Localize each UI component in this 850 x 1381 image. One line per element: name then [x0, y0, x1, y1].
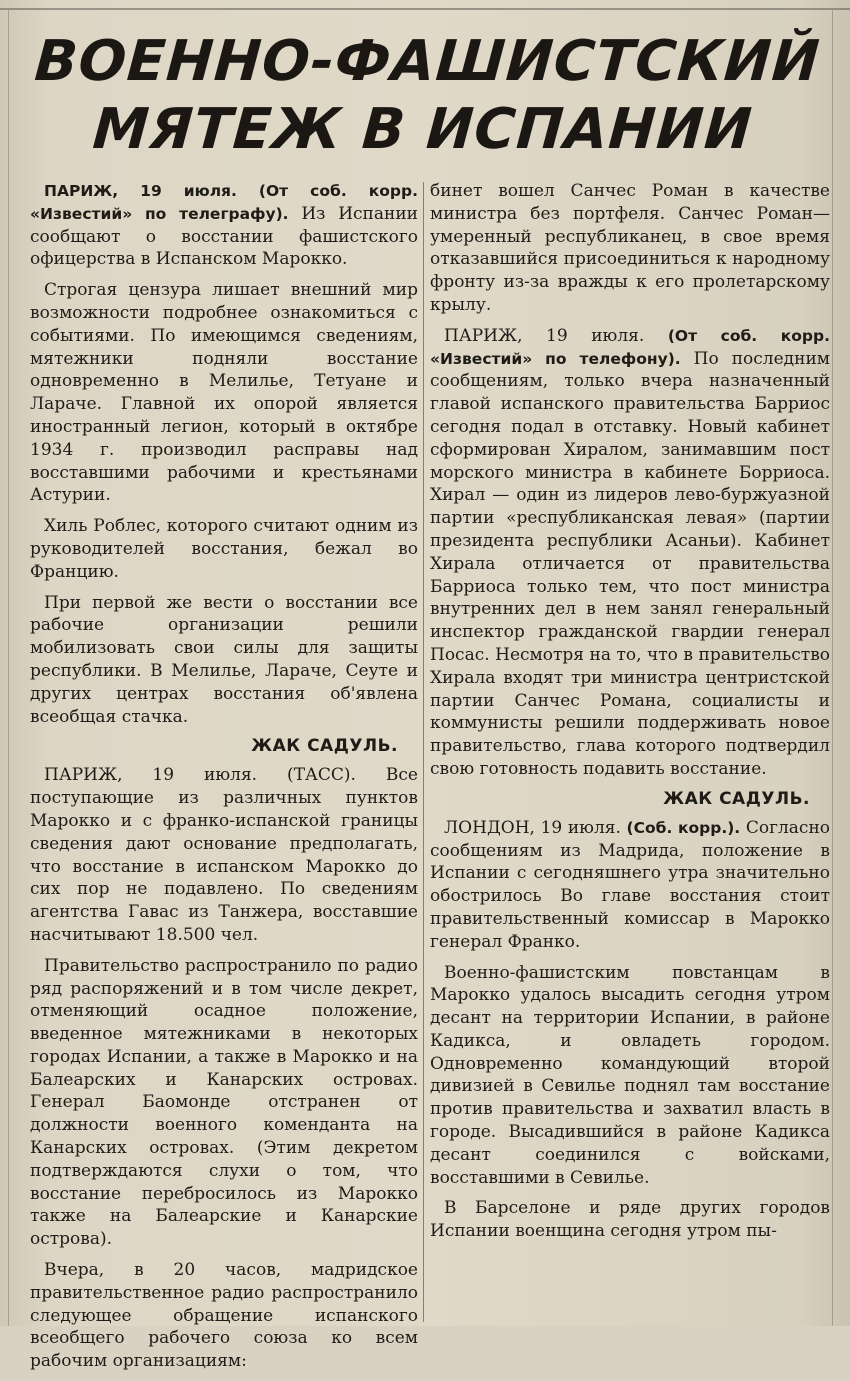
article-paragraph: Хиль Роблес, которого считают одним из руководителей восстания, бежал во Францию. [30, 516, 418, 582]
dateline: ЛОНДОН, 19 июля. [444, 817, 621, 838]
dateline: ПАРИЖ, 19 июля. (ТАСС). [44, 765, 356, 786]
article-paragraph [430, 817, 830, 954]
author-signature: ЖАК САДУЛЬ. [251, 736, 398, 757]
paragraph-text: Согласно сообщениям из Мадрида, положение в Испании с сегодняшнего утра значительно обострилось Во главе восстания стоит правительственный комиссар в Марокко генерал Франко. [430, 817, 831, 952]
article-paragraph [30, 180, 418, 271]
right-column [430, 180, 830, 1251]
article-paragraph [30, 764, 418, 946]
left-margin-rule [8, 10, 9, 1326]
column-divider [423, 182, 424, 1322]
left-column [30, 180, 418, 1381]
article-paragraph: Вчера, в 20 часов, мадридское правительственное радио распространило следующее обращение испанского всеобщего рабочего союза ко всем рабочим организациям: [30, 1260, 418, 1372]
dateline: ПАРИЖ, 19 июля. [44, 182, 237, 200]
author-signature: ЖАК САДУЛЬ. [663, 788, 810, 809]
headline-line-1: ВОЕННО-ФАШИСТСКИЙ [32, 29, 823, 94]
right-margin-rule [832, 10, 833, 1326]
source-credit: (От соб. корр. «Известий» по телеграфу). [30, 182, 418, 223]
paragraph-text: Все поступающие из различных пунктов Марокко и с франко-испанской границы сведения дают основание предполагать, что восстание в испанском Марокко до сих пор не подавлено. По сведениям агентства Гавас из Танжера, восставшие насчитывают 18.500 чел. [30, 765, 418, 945]
dateline: ПАРИЖ, 19 июля. [444, 325, 645, 346]
top-rule [0, 8, 850, 10]
article-paragraph: В Барселоне и ряде других городов Испании военщина сегодня утром пы- [430, 1198, 830, 1242]
article-paragraph: бинет вошел Санчес Роман в качестве министра без портфеля. Санчес Роман— умеренный республиканец, в свое время отказавшийся присоединиться к народному фронту из-за вражды к его пролетарскому крылу. [430, 181, 830, 315]
headline [15, 28, 835, 164]
source-credit: (Соб. корр.). [626, 818, 741, 837]
source-credit: (От соб. корр. «Известий» по телефону). [430, 326, 830, 368]
article-paragraph: Строгая цензура лишает внешний мир возможности подробнее ознакомиться с событиями. По имеющимся сведениям, мятежники подняли восстание одновременно в Мелилье, Тетуане и Лараче. Главной их опорой является иностранный легион, который в октябре 1934 г. производил расправы над восставшими рабочими и крестьянами Астурии. [30, 280, 418, 506]
paragraph-text: Из Испании сообщают о восстании фашистского офицерства в Испанском Марокко. [30, 203, 418, 270]
headline-line-2: МЯТЕЖ В ИСПАНИИ [90, 97, 755, 162]
article-paragraph [430, 325, 830, 781]
article-paragraph: Правительство распространило по радио ряд распоряжений и в том числе декрет, отменяющий осадное положение, введенное мятежниками в некоторых городах Испании, а также в Марокко и на Балеарских и Канарских островах. Генерал Баомонде отстранен от должности военного коменданта на Канарских островах. (Этим декретом подтверждаются слухи о том, что восстание перебросилось из Марокко также на Балеарские и Канарские острова). [30, 955, 418, 1250]
article-paragraph: При первой же вести о восстании все рабочие организации решили мобилизовать свои силы для защиты республики. В Мелилье, Лараче, Сеуте и других центрах восстания об'явлена всеобщая стачка. [30, 592, 418, 727]
article-paragraph: Военно-фашистским повстанцам в Марокко удалось высадить сегодня утром десант на территории Испании, в районе Кадикса, и овладеть городом. Одновременно командующий второй дивизией в Севилье поднял там восстание против правительства и захватил власть в городе. Высадившийся в районе Кадикса десант соединился с войсками, восставшими в Севилье. [430, 962, 830, 1188]
paragraph-text: По последним сообщениям, только вчера назначенный главой испанского правительства Барриос сегодня подал в отставку. Новый кабинет сформирован Хиралом, занимавшим пост морского министра в кабинете Борриоса. Хирал — один из лидеров лево-буржуазной партии «республиканская левая» (партии президента республики Асаньи). Кабинет Хирала отличается от правительства Барриоса только тем, что пост министра внутренних дел в нем занял генеральный инспектор гражданской гвардии генерал Посас. Несмотря на то, что в правительство Хирала входят три министра центристской партии Санчес Романа, социалисты и коммунисты решили поддерживать новое правительство, глава которого подтвердил свою готовность подавить восстание. [430, 348, 831, 779]
